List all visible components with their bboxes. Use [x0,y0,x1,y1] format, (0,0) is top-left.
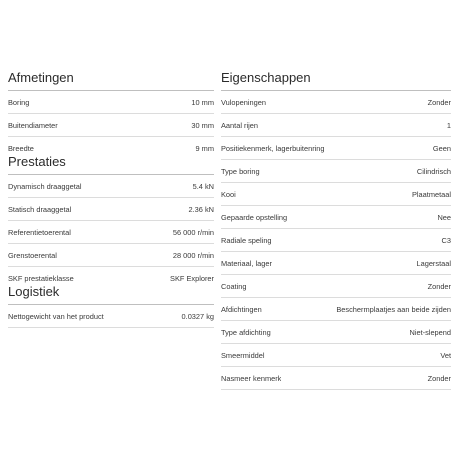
spec-value: 10 mm [191,97,214,107]
spec-label: Positiekenmerk, lagerbuitenring [221,143,325,153]
spec-row [8,137,214,154]
spec-row [221,229,451,252]
spec-value: 9 mm [195,144,214,153]
spec-value: 0.0327 kg [181,311,214,321]
spec-row [8,91,214,114]
spec-row [221,160,451,183]
spec-row [221,137,451,160]
spec-value: Vet [440,350,451,360]
spec-row [221,321,451,344]
spec-value: Nee [437,212,451,222]
spec-label: Dynamisch draaggetal [8,181,82,191]
spec-row [8,267,214,284]
spec-label: Type afdichting [221,327,271,337]
spec-label: Smeermiddel [221,350,265,360]
spec-label: Grenstoerental [8,250,57,260]
spec-row [8,114,214,137]
spec-value: 30 mm [191,120,214,130]
spec-row [221,183,451,206]
spec-value: Lagerstaal [416,258,451,268]
spec-label: Referentietoerental [8,227,71,237]
spec-value: 2.36 kN [188,204,214,214]
spec-label: Materiaal, lager [221,258,272,268]
spec-label: Radiale speling [221,235,272,245]
spec-row [221,114,451,137]
spec-row [221,206,451,229]
spec-label: Aantal rijen [221,120,258,130]
spec-label: Buitendiameter [8,120,58,130]
afmetingen-table [8,91,214,154]
spec-value: SKF Explorer [170,274,214,283]
spec-label: SKF prestatieklasse [8,274,74,283]
prestaties-table [8,175,214,284]
spec-value: C3 [441,235,451,245]
right-column [221,70,451,390]
spec-row [8,221,214,244]
logistiek-title: Logistiek [8,284,214,305]
spec-label: Afdichtingen [221,304,262,314]
spec-row [8,305,214,328]
spec-value: Beschermplaatjes aan beide zijden [336,304,451,314]
spec-row [221,344,451,367]
spec-row [221,298,451,321]
eigenschappen-title: Eigenschappen [221,70,451,91]
spec-value: Zonder [427,373,451,383]
spec-value: Geen [432,143,451,153]
spec-row [221,275,451,298]
spec-label: Coating [221,281,247,291]
spec-label: Breedte [8,144,34,153]
eigenschappen-table [221,91,451,390]
left-column [8,70,214,328]
spec-value: Niet-slepend [409,327,451,337]
spec-row [8,198,214,221]
logistiek-table [8,305,214,328]
spec-value: Plaatmetaal [411,189,451,199]
spec-value: 5.4 kN [192,181,214,191]
spec-value: 28 000 r/min [172,250,214,260]
spec-value: 1 [446,120,451,130]
spec-row [8,244,214,267]
spec-value: Zonder [427,281,451,291]
spec-label: Nettogewicht van het product [8,311,104,321]
spec-value: Zonder [427,97,451,107]
spec-row [8,175,214,198]
spec-label: Nasmeer kenmerk [221,373,282,383]
prestaties-title: Prestaties [8,154,214,175]
spec-label: Statisch draaggetal [8,204,72,214]
spec-label: Vulopeningen [221,97,266,107]
spec-label: Boring [8,97,30,107]
afmetingen-title: Afmetingen [8,70,214,91]
spec-label: Gepaarde opstelling [221,212,288,222]
spec-row [221,367,451,390]
spec-label: Kooi [221,189,236,199]
spec-value: 56 000 r/min [172,227,214,237]
spec-value: Cilindrisch [416,166,451,176]
spec-label: Type boring [221,166,260,176]
spec-row [221,252,451,275]
spec-row [221,91,451,114]
